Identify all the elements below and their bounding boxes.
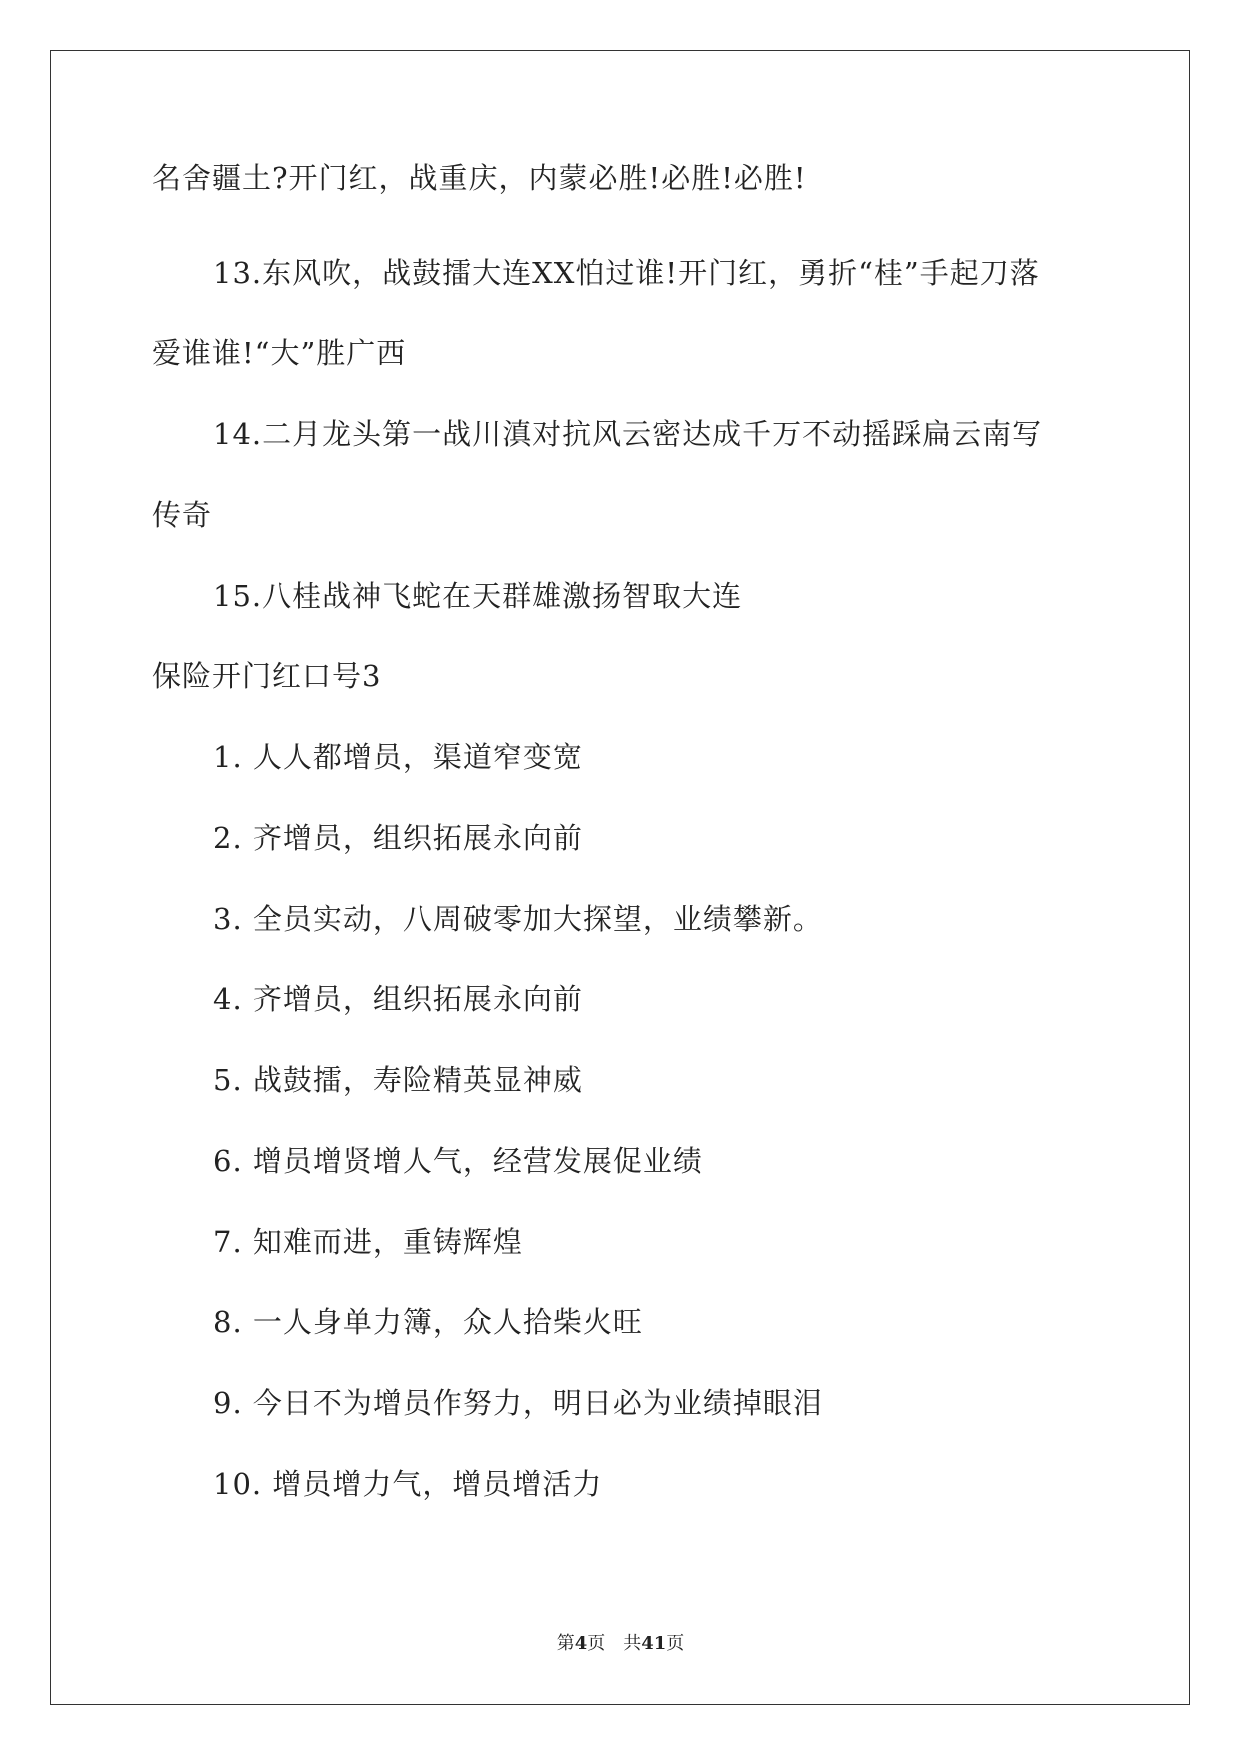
footer-prefix: 第 xyxy=(556,1633,575,1654)
text-line-1: 名舍疆土?开门红，战重庆，内蒙必胜!必胜!必胜! xyxy=(152,161,807,195)
text-line-6: 15.八桂战神飞蛇在天群雄激扬智取大连 xyxy=(213,579,743,613)
list-item-5: 5. 战鼓擂，寿险精英显神威 xyxy=(213,1063,583,1097)
text-line-3: 爱谁谁!“大”胜广西 xyxy=(152,336,407,370)
text-line-4: 14.二月龙头第一战川滇对抗风云密达成千万不动摇踩扁云南写 xyxy=(213,417,1043,451)
text-line-2: 13.东风吹，战鼓擂大连XX怕过谁!开门红，勇折“桂”手起刀落 xyxy=(213,256,1040,290)
list-item-7: 7. 知难而进，重铸辉煌 xyxy=(213,1225,523,1259)
list-item-8: 8. 一人身单力簿，众人拾柴火旺 xyxy=(213,1305,643,1339)
list-item-3: 3. 全员实动，八周破零加大探望，业绩攀新。 xyxy=(213,902,823,936)
list-item-10: 10. 增员增力气，增员增活力 xyxy=(213,1467,603,1501)
footer-total-pages: 41 xyxy=(641,1633,667,1654)
footer-suffix: 页 xyxy=(666,1633,685,1654)
text-line-5: 传奇 xyxy=(152,498,213,532)
list-item-1: 1. 人人都增员，渠道窄变宽 xyxy=(213,740,583,774)
list-item-2: 2. 齐增员，组织拓展永向前 xyxy=(213,821,583,855)
page-footer xyxy=(0,1632,1241,1656)
footer-mid: 页 共 xyxy=(587,1633,642,1654)
list-item-9: 9. 今日不为增员作努力，明日必为业绩掉眼泪 xyxy=(213,1386,823,1420)
list-item-6: 6. 增员增贤增人气，经营发展促业绩 xyxy=(213,1144,703,1178)
page-border xyxy=(50,50,1190,1705)
footer-page-number: 4 xyxy=(574,1633,588,1654)
section-heading: 保险开门红口号3 xyxy=(152,659,382,693)
list-item-4: 4. 齐增员，组织拓展永向前 xyxy=(213,982,583,1016)
